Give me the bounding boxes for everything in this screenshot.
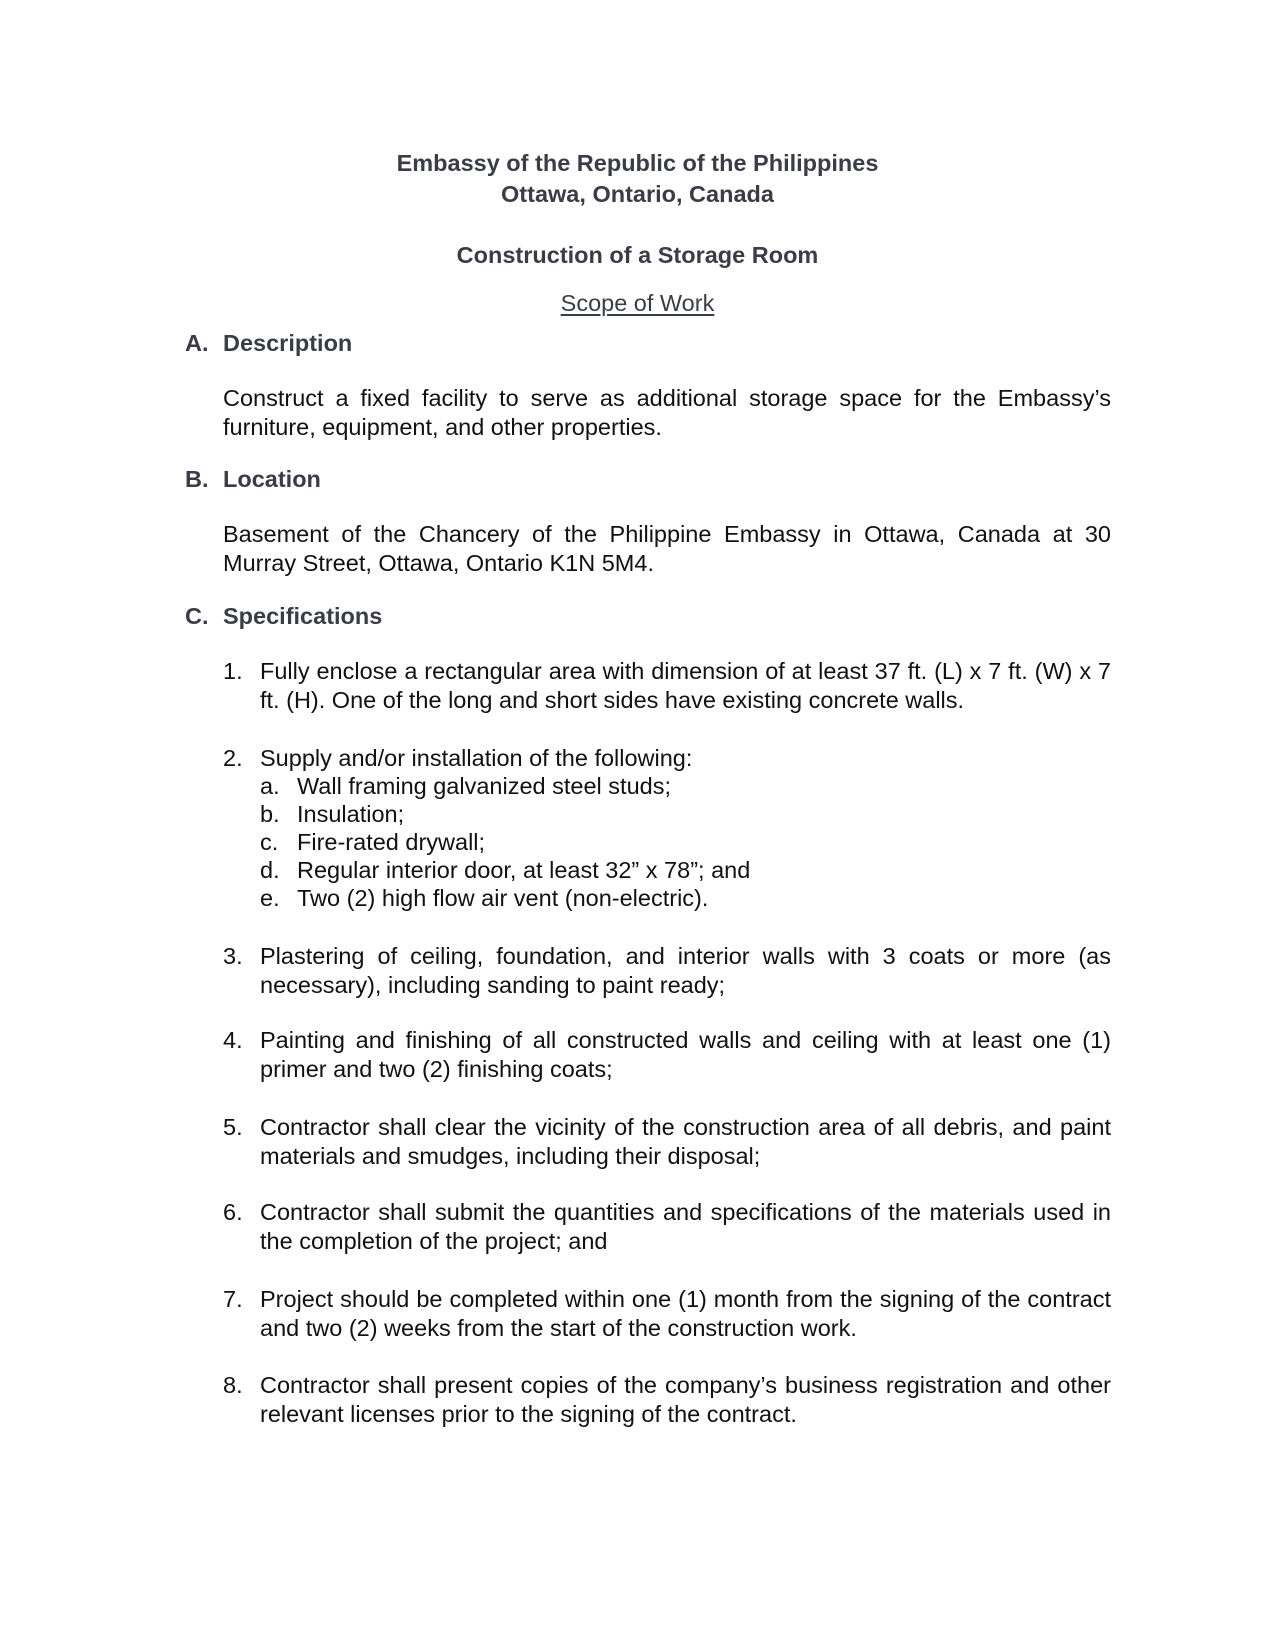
document-subtitle: Scope of Work bbox=[560, 290, 715, 316]
list-number: 4. bbox=[223, 1027, 243, 1053]
list-number: 1. bbox=[223, 658, 243, 684]
list-number: 5. bbox=[223, 1114, 243, 1140]
supply-item-d bbox=[260, 856, 750, 885]
list-text: Painting and finishing of all constructed walls and ceiling with at least one (1) primer and two (2) finishing coats; bbox=[260, 1027, 1111, 1082]
description-text: Construct a fixed facility to serve as additional storage space for the Embassy’s furniture, equipment, and other properties. bbox=[223, 385, 1111, 440]
section-title: Location bbox=[223, 466, 321, 492]
sub-letter: c. bbox=[260, 829, 279, 855]
list-text: Contractor shall present copies of the company’s business registration and other relevant licenses prior to the signing of the contract. bbox=[260, 1372, 1111, 1427]
sub-text: Wall framing galvanized steel studs; bbox=[297, 773, 671, 799]
list-text: Fully enclose a rectangular area with dimension of at least 37 ft. (L) x 7 ft. (W) x 7 ft. (H). One of the long and short sides have existing concrete walls. bbox=[260, 658, 1111, 713]
supply-item-b bbox=[260, 800, 404, 829]
supply-item-a bbox=[260, 772, 671, 801]
sub-letter: b. bbox=[260, 801, 280, 827]
sub-letter: a. bbox=[260, 773, 280, 799]
spec-item-4 bbox=[223, 1026, 1111, 1083]
list-text: Contractor shall submit the quantities and specifications of the materials used in the completion of the project; and bbox=[260, 1199, 1111, 1254]
spec-item-3 bbox=[223, 942, 1111, 999]
list-text: Supply and/or installation of the following: bbox=[260, 745, 693, 771]
spec-item-8 bbox=[223, 1371, 1111, 1428]
list-number: 2. bbox=[223, 745, 243, 771]
list-number: 7. bbox=[223, 1286, 243, 1312]
location-text: Basement of the Chancery of the Philippine Embassy in Ottawa, Canada at 30 Murray Street, Ottawa, Ontario K1N 5M4. bbox=[223, 521, 1111, 576]
section-letter: C. bbox=[185, 603, 209, 629]
organization-location: Ottawa, Ontario, Canada bbox=[501, 181, 774, 207]
list-number: 8. bbox=[223, 1372, 243, 1398]
spec-item-1 bbox=[223, 657, 1111, 714]
spec-item-2 bbox=[223, 744, 1111, 773]
section-title: Description bbox=[223, 330, 353, 356]
section-a-heading bbox=[185, 328, 352, 358]
list-number: 3. bbox=[223, 943, 243, 969]
list-text: Contractor shall clear the vicinity of the construction area of all debris, and paint materials and smudges, including their disposal; bbox=[260, 1114, 1111, 1169]
sub-letter: e. bbox=[260, 885, 280, 911]
list-text: Project should be completed within one (1) month from the signing of the contract and two (2) weeks from the start of the construction work. bbox=[260, 1286, 1111, 1341]
sub-text: Regular interior door, at least 32” x 78”; and bbox=[297, 857, 751, 883]
sub-text: Insulation; bbox=[297, 801, 405, 827]
section-letter: A. bbox=[185, 330, 209, 356]
section-letter: B. bbox=[185, 466, 209, 492]
supply-item-c bbox=[260, 828, 485, 857]
section-title: Specifications bbox=[223, 603, 383, 629]
sub-text: Two (2) high flow air vent (non-electric). bbox=[297, 885, 709, 911]
list-number: 6. bbox=[223, 1199, 243, 1225]
organization-name: Embassy of the Republic of the Philippines bbox=[396, 150, 879, 176]
sub-text: Fire-rated drywall; bbox=[297, 829, 486, 855]
spec-item-6 bbox=[223, 1198, 1111, 1255]
document-header bbox=[0, 148, 1275, 210]
section-b-heading bbox=[185, 464, 321, 494]
document-title: Construction of a Storage Room bbox=[456, 242, 819, 268]
supply-item-e bbox=[260, 884, 708, 913]
section-c-heading bbox=[185, 601, 382, 631]
list-text: Plastering of ceiling, foundation, and interior walls with 3 coats or more (as necessary), including sanding to paint ready; bbox=[260, 943, 1111, 998]
sub-letter: d. bbox=[260, 857, 280, 883]
spec-item-5 bbox=[223, 1113, 1111, 1170]
spec-item-7 bbox=[223, 1285, 1111, 1342]
